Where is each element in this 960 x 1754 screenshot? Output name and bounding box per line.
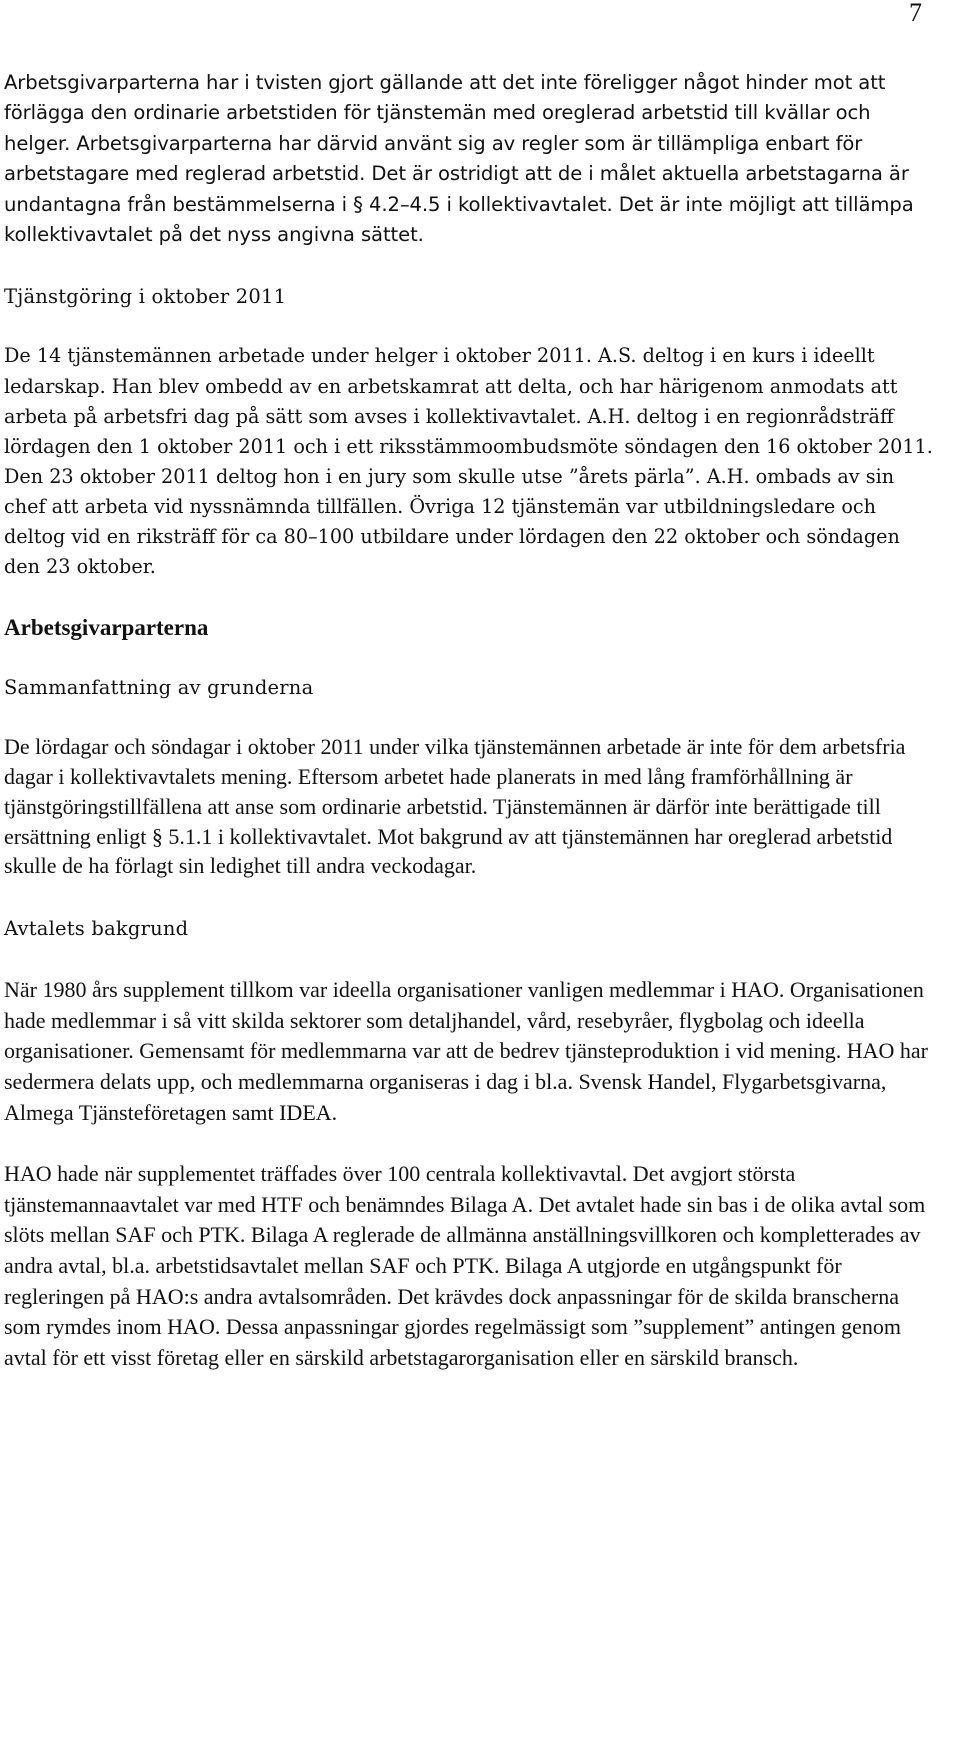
section-heading-sammanfattning: Sammanfattning av grunderna	[4, 676, 314, 700]
paragraph-claims: Arbetsgivarparterna har i tvisten gjort gällande att det inte föreligger något hinder mot att förlägga den ordinarie arbetstiden för tjänstemän med oreglerad arbetstid till kvällar och helger. Arbetsgivarparterna har därvid använt sig av regler som är tillämpliga enbart för arbetstagare med reglerad arbetstid. Det är ostridigt att de i målet aktuella arbetstagarna är undantagna från bestämmelserna i § 4.2–4.5 i kollektivavtalet. Det är inte möjligt att tillämpa kollektivavtalet på det nyss angivna sättet.	[4, 71, 914, 247]
section-heading-arbetsgivarparterna: Arbetsgivarparterna	[4, 615, 209, 641]
section-heading-avtalets-bakgrund: Avtalets bakgrund	[4, 917, 189, 941]
paragraph-sammanfattning: De lördagar och söndagar i oktober 2011 under vilka tjänstemännen arbetade är inte för dem arbetsfria dagar i kollektivavtalets mening. Eftersom arbetet hade planerats in med lång framförhållning är tjänstgöringstillfällena att anse som ordinarie arbetstid. Tjänstemännen är därför inte berättigade till ersättning enligt § 5.1.1 i kollektivavtalet. Mot bakgrund av att tjänstemännen har oreglerad arbetstid skulle de ha förlagt sin ledighet till andra veckodagar.	[4, 734, 906, 879]
page-number: 7	[909, 0, 922, 27]
section-heading-tjanstgoring: Tjänstgöring i oktober 2011	[4, 285, 287, 309]
document-body	[4, 68, 940, 1373]
paragraph-tjanstgoring: De 14 tjänstemännen arbetade under helger i oktober 2011. A.S. deltog i en kurs i ideellt ledarskap. Han blev ombedd av en arbetskamrat att delta, och har härigenom anmodats att arbeta på arbetsfri dag på sätt som avses i kollektivavtalet. A.H. deltog i en regionrådsträff lördagen den 1 oktober 2011 och i ett riksstämmoombudsmöte söndagen den 16 oktober 2011. Den 23 oktober 2011 deltog hon i en jury som skulle utse ”årets pärla”. A.H. ombads av sin chef att arbeta vid nyssnämnda tillfällen. Övriga 12 tjänstemän var utbildningsledare och deltog vid en riksträff för ca 80–100 utbildare under lördagen den 22 oktober och söndagen den 23 oktober.	[4, 344, 933, 579]
paragraph-bakgrund-2: HAO hade när supplementet träffades över 100 centrala kollektivavtal. Det avgjort största tjänstemannaavtalet var med HTF och benämndes Bilaga A. Det avtalet hade sin bas i de olika avtal som slöts mellan SAF och PTK. Bilaga A reglerade de allmänna anställningsvillkoren och kompletterades av andra avtal, bl.a. arbetstidsavtalet mellan SAF och PTK. Bilaga A utgjorde en utgångspunkt för regleringen på HAO:s andra avtalsområden. Det krävdes dock anpassningar för de skilda branscherna som rymdes inom HAO. Dessa anpassningar gjordes regelmässigt som ”supplement” antingen genom avtal för ett visst företag eller en särskild arbetstagarorganisation eller en särskild bransch.	[4, 1161, 926, 1370]
paragraph-bakgrund-1: När 1980 års supplement tillkom var ideella organisationer vanligen medlemmar i HAO. Organisationen hade medlemmar i så vitt skilda sektorer som detaljhandel, vård, resebyråer, flygbolag och ideella organisationer. Gemensamt för medlemmarna var att de bedrev tjänsteproduktion i vid mening. HAO har sedermera delats upp, och medlemmarna organiseras i dag i bl.a. Svensk Handel, Flygarbetsgivarna, Almega Tjänsteföretagen samt IDEA.	[4, 977, 928, 1125]
